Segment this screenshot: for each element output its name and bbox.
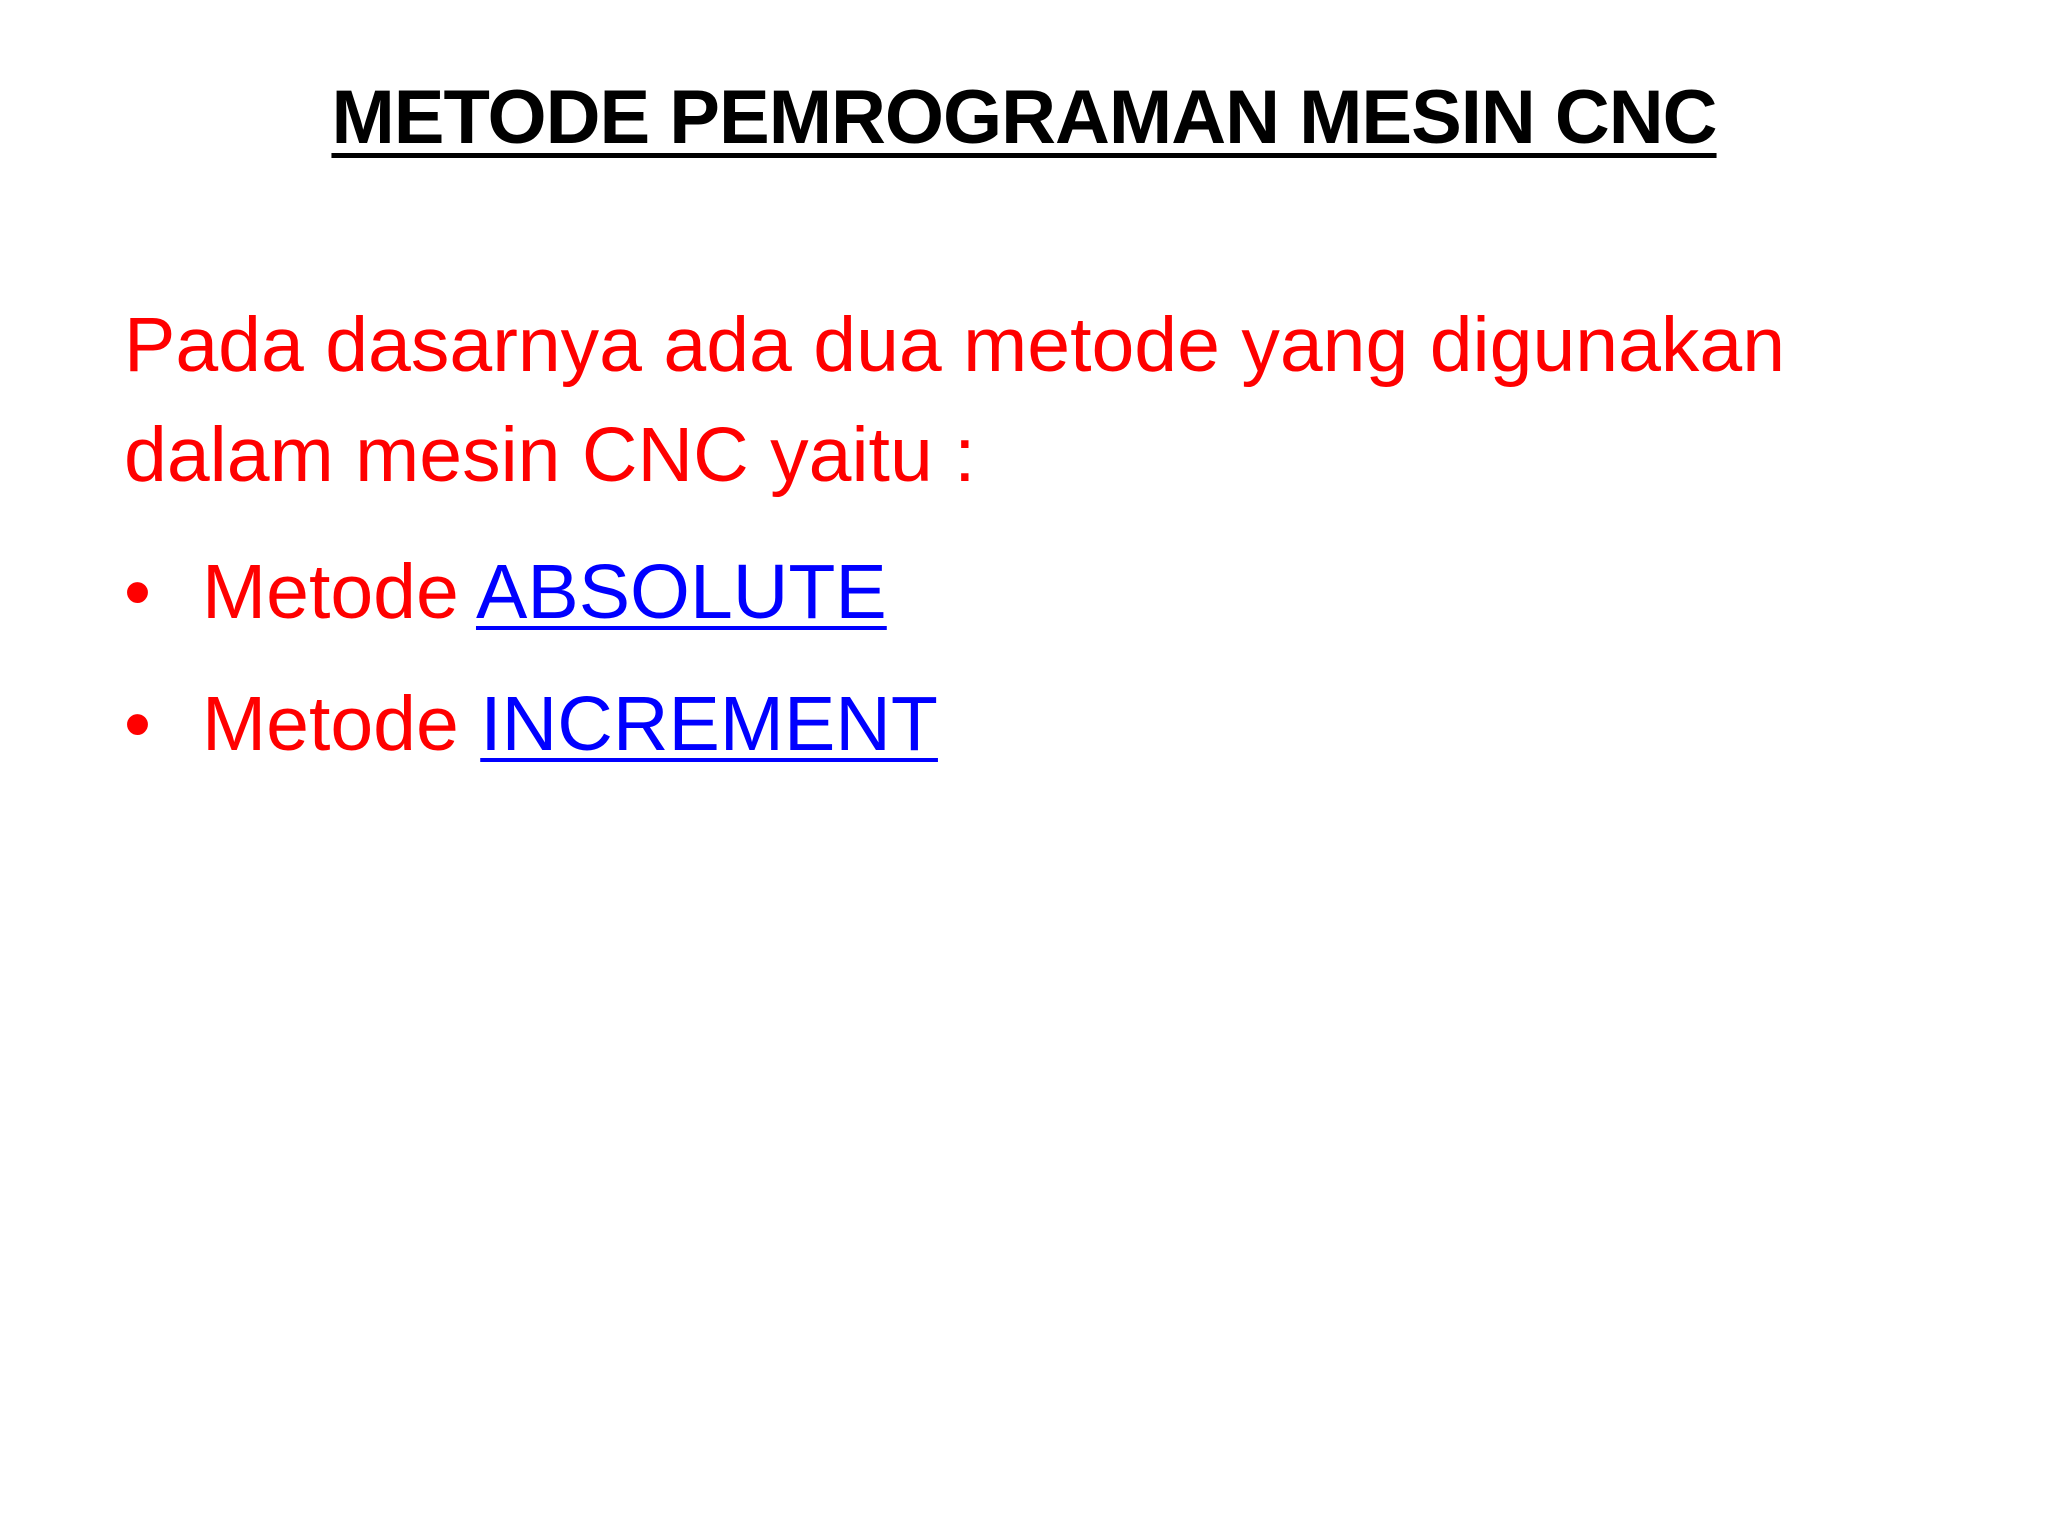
list-item-absolute <box>124 526 1974 658</box>
bullet-icon: • <box>124 681 151 767</box>
intro-line-1: Pada dasarnya ada dua metode yang digunakan <box>124 302 1786 388</box>
bullet-prefix: Metode <box>202 681 481 767</box>
list-item-increment <box>124 658 1974 790</box>
method-list <box>124 526 1974 790</box>
intro-line-2: dalam mesin CNC yaitu : <box>124 412 976 498</box>
increment-link[interactable]: INCREMENT <box>480 681 938 767</box>
slide-body <box>124 290 1974 790</box>
bullet-prefix: Metode <box>202 549 476 635</box>
absolute-link[interactable]: ABSOLUTE <box>475 549 887 635</box>
intro-paragraph <box>124 290 1974 510</box>
bullet-icon: • <box>124 549 151 635</box>
slide-title: METODE PEMROGRAMAN MESIN CNC <box>331 75 1717 160</box>
